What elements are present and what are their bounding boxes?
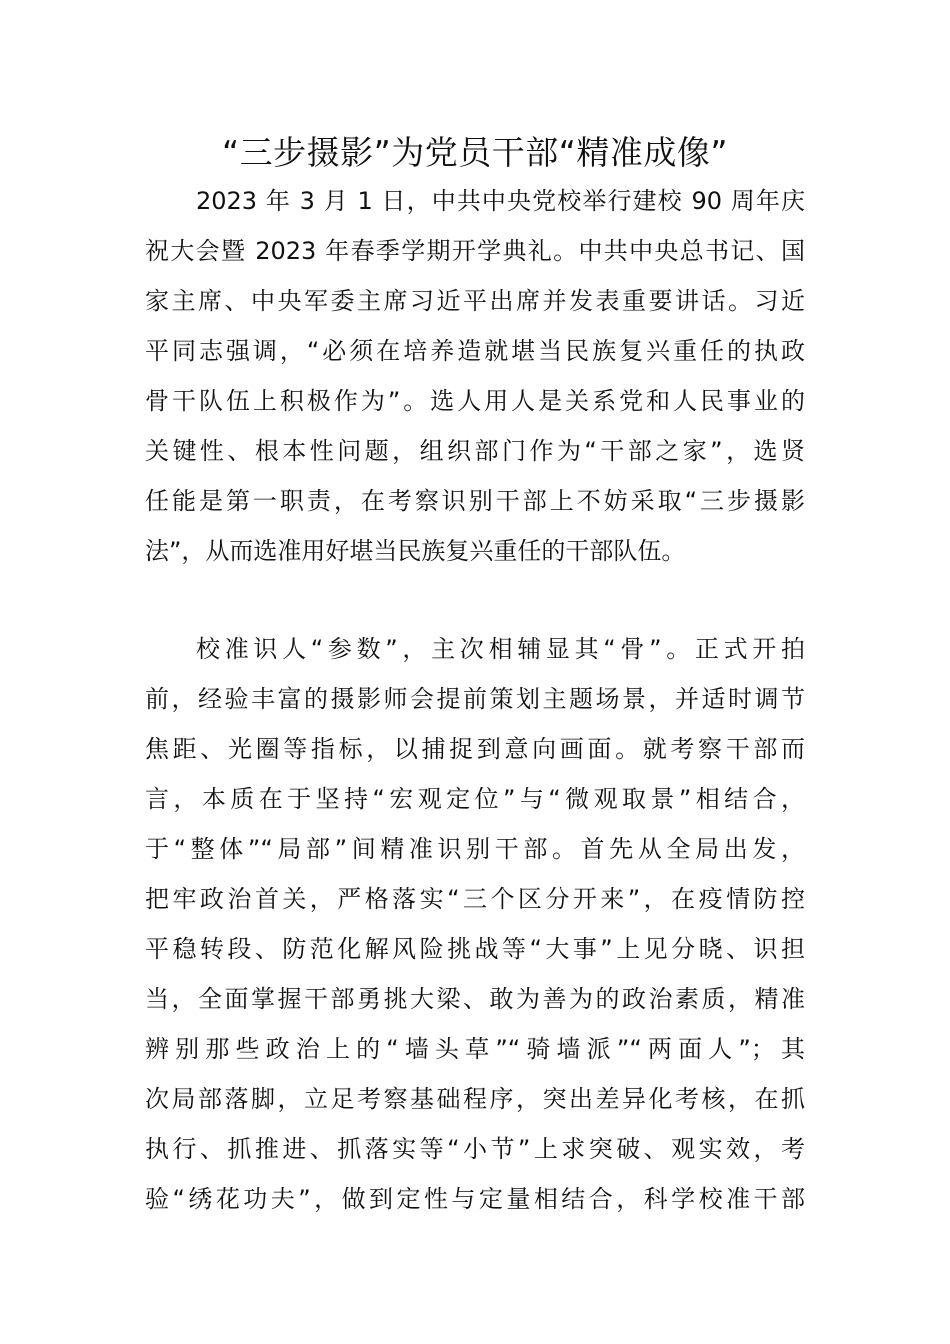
text-line: 任能是第一职责，在考察识别干部上不妨采取“三步摄影 bbox=[145, 487, 805, 515]
text-line: 焦距、光圈等指标，以捕捉到意向画面。就考察干部而 bbox=[145, 735, 805, 763]
text-line: 辨别那些政治上的“墙头草”“骑墙派”“两面人”；其 bbox=[145, 1035, 805, 1063]
text-line: 于“整体”“局部”间精准识别干部。首先从全局出发， bbox=[145, 835, 805, 863]
text-line: 家主席、中央军委主席习近平出席并发表重要讲话。习近 bbox=[145, 287, 805, 315]
text-line: 平同志强调，“必须在培养造就堪当民族复兴重任的执政 bbox=[145, 337, 805, 365]
text-line: 执行、抓推进、抓落实等“小节”上求突破、观实效，考 bbox=[145, 1135, 805, 1163]
text-line: 平稳转段、防范化解风险挑战等“大事”上见分晓、识担 bbox=[145, 935, 805, 963]
text-line: 法”，从而选准用好堪当民族复兴重任的干部队伍。 bbox=[145, 537, 686, 565]
text-line: 祝大会暨 2023 年春季学期开学典礼。中共中央总书记、国 bbox=[145, 237, 805, 265]
paragraph-intro bbox=[145, 176, 805, 576]
text-line: 当，全面掌握干部勇挑大梁、敢为善为的政治素质，精准 bbox=[145, 985, 805, 1013]
text-line: 关键性、根本性问题，组织部门作为“干部之家”，选贤 bbox=[145, 437, 805, 465]
text-line: 2023 年 3 月 1 日，中共中央党校举行建校 90 周年庆 bbox=[196, 187, 805, 215]
paragraph-section-one bbox=[145, 624, 805, 1224]
text-line: 次局部落脚，立足考察基础程序，突出差异化考核，在抓 bbox=[145, 1085, 805, 1113]
article-title: “三步摄影”为党员干部“精准成像” bbox=[222, 133, 728, 172]
text-line: 言，本质在于坚持“宏观定位”与“微观取景”相结合， bbox=[145, 785, 805, 813]
text-line: 骨干队伍上积极作为”。选人用人是关系党和人民事业的 bbox=[145, 387, 805, 415]
text-line: 校准识人“参数”，主次相辅显其“骨”。正式开拍 bbox=[196, 635, 805, 663]
text-line: 前，经验丰富的摄影师会提前策划主题场景，并适时调节 bbox=[145, 685, 805, 713]
text-line: 验“绣花功夫”，做到定性与定量相结合，科学校准干部 bbox=[145, 1185, 805, 1213]
text-line: 把牢政治首关，严格落实“三个区分开来”，在疫情防控 bbox=[145, 885, 805, 913]
